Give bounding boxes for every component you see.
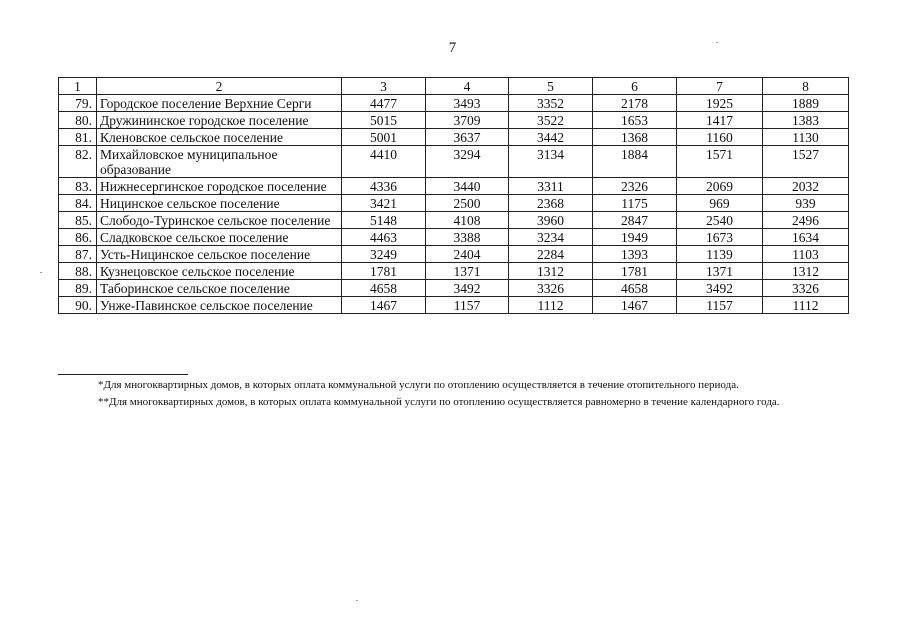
value-cell: 1634 bbox=[763, 229, 849, 246]
value-cell: 5015 bbox=[342, 112, 426, 129]
value-cell: 1781 bbox=[593, 263, 677, 280]
header-cell: 2 bbox=[97, 78, 342, 95]
value-cell: 1130 bbox=[763, 129, 849, 146]
value-cell: 1103 bbox=[763, 246, 849, 263]
row-number-cell: 81. bbox=[59, 129, 97, 146]
value-cell: 3492 bbox=[426, 280, 509, 297]
header-cell: 5 bbox=[509, 78, 593, 95]
settlement-name-cell: Нижнесергинское городское поселение bbox=[97, 178, 342, 195]
value-cell: 3442 bbox=[509, 129, 593, 146]
value-cell: 3311 bbox=[509, 178, 593, 195]
table-row bbox=[59, 280, 849, 297]
header-cell: 8 bbox=[763, 78, 849, 95]
settlement-name-cell: Унже-Павинское сельское поселение bbox=[97, 297, 342, 314]
value-cell: 3637 bbox=[426, 129, 509, 146]
row-number-cell: 86. bbox=[59, 229, 97, 246]
footnotes bbox=[58, 378, 842, 412]
row-number-cell: 90. bbox=[59, 297, 97, 314]
row-number-cell: 89. bbox=[59, 280, 97, 297]
value-cell: 1417 bbox=[677, 112, 763, 129]
settlement-name-cell: Михайловское муниципальное образование bbox=[97, 146, 342, 178]
value-cell: 1368 bbox=[593, 129, 677, 146]
value-cell: 4336 bbox=[342, 178, 426, 195]
value-cell: 1157 bbox=[677, 297, 763, 314]
settlement-name-cell: Дружининское городское поселение bbox=[97, 112, 342, 129]
value-cell: 4108 bbox=[426, 212, 509, 229]
table-row bbox=[59, 246, 849, 263]
value-cell: 4658 bbox=[593, 280, 677, 297]
row-number-cell: 80. bbox=[59, 112, 97, 129]
row-number-cell: 87. bbox=[59, 246, 97, 263]
value-cell: 1393 bbox=[593, 246, 677, 263]
value-cell: 4477 bbox=[342, 95, 426, 112]
value-cell: 939 bbox=[763, 195, 849, 212]
value-cell: 3326 bbox=[763, 280, 849, 297]
value-cell: 1925 bbox=[677, 95, 763, 112]
value-cell: 3326 bbox=[509, 280, 593, 297]
settlement-name-cell: Усть-Ницинское сельское поселение bbox=[97, 246, 342, 263]
value-cell: 1175 bbox=[593, 195, 677, 212]
value-cell: 3388 bbox=[426, 229, 509, 246]
header-cell: 6 bbox=[593, 78, 677, 95]
value-cell: 3493 bbox=[426, 95, 509, 112]
table-row bbox=[59, 178, 849, 195]
value-cell: 1673 bbox=[677, 229, 763, 246]
table-row bbox=[59, 195, 849, 212]
scan-speck bbox=[40, 272, 42, 273]
header-cell: 7 bbox=[677, 78, 763, 95]
value-cell: 5148 bbox=[342, 212, 426, 229]
value-cell: 5001 bbox=[342, 129, 426, 146]
value-cell: 3421 bbox=[342, 195, 426, 212]
value-cell: 1312 bbox=[763, 263, 849, 280]
footnote-calendar-year: **Для многоквартирных домов, в которых оплата коммунальной услуги по отоплению осуществляется равномерно в течение календарного года. bbox=[98, 396, 780, 408]
value-cell: 2496 bbox=[763, 212, 849, 229]
value-cell: 2404 bbox=[426, 246, 509, 263]
value-cell: 2368 bbox=[509, 195, 593, 212]
value-cell: 1112 bbox=[763, 297, 849, 314]
value-cell: 3522 bbox=[509, 112, 593, 129]
row-number-cell: 83. bbox=[59, 178, 97, 195]
value-cell: 3134 bbox=[509, 146, 593, 178]
value-cell: 1112 bbox=[509, 297, 593, 314]
table-row bbox=[59, 95, 849, 112]
value-cell: 1653 bbox=[593, 112, 677, 129]
settlement-name-cell: Сладковское сельское поселение bbox=[97, 229, 342, 246]
value-cell: 3440 bbox=[426, 178, 509, 195]
settlement-name-cell: Слободо-Туринское сельское поселение bbox=[97, 212, 342, 229]
value-cell: 2069 bbox=[677, 178, 763, 195]
scan-speck bbox=[716, 42, 718, 43]
value-cell: 4463 bbox=[342, 229, 426, 246]
row-number-cell: 82. bbox=[59, 146, 97, 178]
table-row bbox=[59, 297, 849, 314]
value-cell: 1383 bbox=[763, 112, 849, 129]
value-cell: 4658 bbox=[342, 280, 426, 297]
value-cell: 2032 bbox=[763, 178, 849, 195]
value-cell: 1371 bbox=[677, 263, 763, 280]
value-cell: 4410 bbox=[342, 146, 426, 178]
value-cell: 1312 bbox=[509, 263, 593, 280]
table-row bbox=[59, 229, 849, 246]
header-cell: 3 bbox=[342, 78, 426, 95]
value-cell: 1571 bbox=[677, 146, 763, 178]
footnote-heating-season: *Для многоквартирных домов, в которых оплата коммунальной услуги по отоплению осуществляется в течение отопительного периода. bbox=[98, 379, 739, 391]
table-row bbox=[59, 263, 849, 280]
value-cell: 1949 bbox=[593, 229, 677, 246]
value-cell: 2540 bbox=[677, 212, 763, 229]
value-cell: 1139 bbox=[677, 246, 763, 263]
settlement-name-cell: Городское поселение Верхние Серги bbox=[97, 95, 342, 112]
value-cell: 3492 bbox=[677, 280, 763, 297]
value-cell: 1467 bbox=[593, 297, 677, 314]
value-cell: 2326 bbox=[593, 178, 677, 195]
settlement-name-cell: Кузнецовское сельское поселение bbox=[97, 263, 342, 280]
value-cell: 1160 bbox=[677, 129, 763, 146]
value-cell: 3960 bbox=[509, 212, 593, 229]
data-table bbox=[58, 77, 849, 314]
value-cell: 1467 bbox=[342, 297, 426, 314]
table-row bbox=[59, 146, 849, 178]
value-cell: 1157 bbox=[426, 297, 509, 314]
value-cell: 2847 bbox=[593, 212, 677, 229]
value-cell: 1884 bbox=[593, 146, 677, 178]
value-cell: 3234 bbox=[509, 229, 593, 246]
row-number-cell: 85. bbox=[59, 212, 97, 229]
value-cell: 969 bbox=[677, 195, 763, 212]
value-cell: 1527 bbox=[763, 146, 849, 178]
value-cell: 1889 bbox=[763, 95, 849, 112]
table-header-row bbox=[59, 78, 849, 95]
value-cell: 2500 bbox=[426, 195, 509, 212]
value-cell: 3352 bbox=[509, 95, 593, 112]
table-row bbox=[59, 129, 849, 146]
value-cell: 3294 bbox=[426, 146, 509, 178]
page-number: 7 bbox=[448, 40, 457, 56]
table-body bbox=[59, 78, 849, 314]
value-cell: 3249 bbox=[342, 246, 426, 263]
value-cell: 2284 bbox=[509, 246, 593, 263]
scan-speck bbox=[356, 600, 358, 601]
settlement-name-cell: Кленовское сельское поселение bbox=[97, 129, 342, 146]
header-cell: 1 bbox=[59, 78, 97, 95]
settlement-name-cell: Таборинское сельское поселение bbox=[97, 280, 342, 297]
value-cell: 1371 bbox=[426, 263, 509, 280]
value-cell: 1781 bbox=[342, 263, 426, 280]
row-number-cell: 79. bbox=[59, 95, 97, 112]
footnote-separator bbox=[58, 374, 188, 375]
header-cell: 4 bbox=[426, 78, 509, 95]
table-row bbox=[59, 112, 849, 129]
value-cell: 2178 bbox=[593, 95, 677, 112]
row-number-cell: 84. bbox=[59, 195, 97, 212]
row-number-cell: 88. bbox=[59, 263, 97, 280]
settlement-name-cell: Ницинское сельское поселение bbox=[97, 195, 342, 212]
value-cell: 3709 bbox=[426, 112, 509, 129]
table-row bbox=[59, 212, 849, 229]
